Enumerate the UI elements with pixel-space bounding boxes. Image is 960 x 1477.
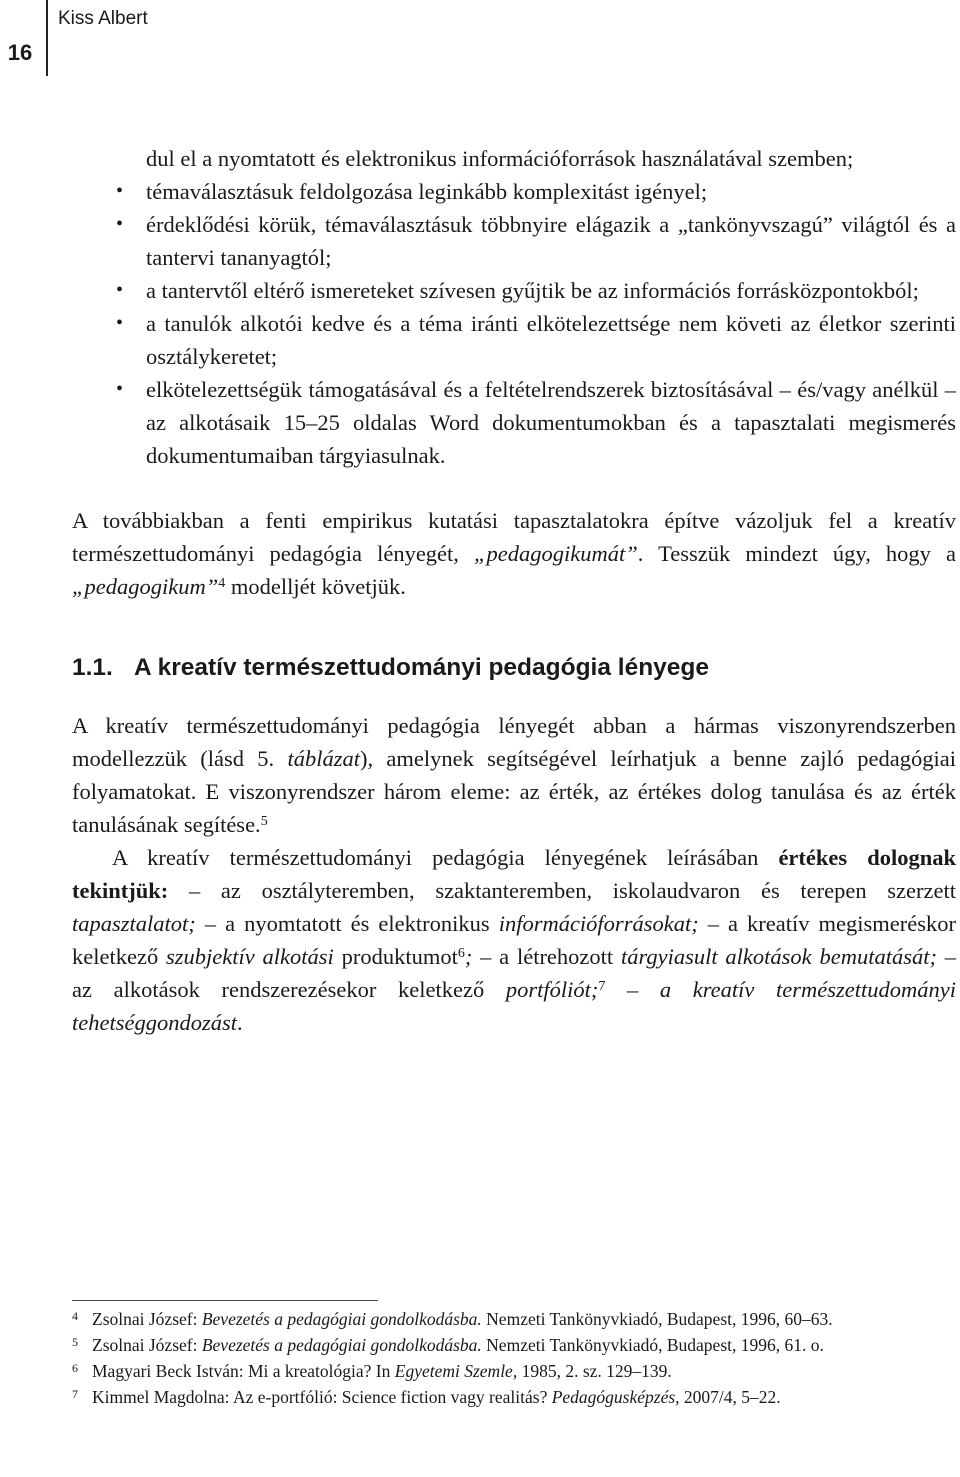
footnote-ref[interactable]: 7 <box>598 979 606 994</box>
list-item-continuation: dul el a nyomtatott és elektronikus információforrások használatával szemben; <box>146 146 854 171</box>
footnote-mark: 6 <box>72 1361 78 1375</box>
list-item: • érdeklődési körük, témaválasztásuk többnyire elágazik a „tankönyvszagú” világtól és a tantervi tananyagtól; <box>146 208 956 274</box>
section-number: 1.1. <box>72 654 113 681</box>
list-item: • elkötelezettségük támogatásával és a feltételrendszerek biztosításával – és/vagy anélkül – az alkotásaik 15–25 oldalas Word dokumentumokban és a tapasztalati megismerés dokumentumaiban tárgyiasulnak. <box>146 373 956 472</box>
bullet-list <box>72 142 956 472</box>
list-item: • a tanulók alkotói kedve és a téma iránti elkötelezettsége nem követi az életkor szerinti osztálykeretet; <box>146 307 956 373</box>
list-item: • a tantervtől eltérő ismereteket szívesen gyűjtik be az információs forrásközpontokból; <box>146 274 956 307</box>
section-heading <box>72 651 956 685</box>
footnote-mark: 7 <box>72 1387 78 1401</box>
footnote-ref[interactable]: 6 <box>457 946 465 961</box>
list-item: • témaválasztásuk feldolgozása leginkább komplexitást igényel; <box>146 175 956 208</box>
footnote: 6 Magyari Beck István: Mi a kreatológia? In Egyetemi Szemle, 1985, 2. sz. 129–139. <box>72 1358 956 1384</box>
footnote-separator <box>72 1300 378 1301</box>
intro-paragraph: A továbbiakban a fenti empirikus kutatási tapasztalatokra építve vázoljuk fel a kreatív természettudományi pedagógia lényegét, „pedagogikumát”. Tesszük mindezt úgy, hogy a „pedagogikum”$^4$ modelljét követjük. <box>72 508 956 599</box>
footnote-ref[interactable]: 4 <box>218 576 226 591</box>
paragraph-2: A kreatív természettudományi pedagógia lényegének leírásában értékes dolognak tekintjük: – az osztályteremben, szaktanteremben, iskolaudvaron és terepen szerzett tapasztalatot; – a nyomtatott és elektronikus információforrásokat; – a kreatív megismeréskor keletkező szubjektív alkotási produktumot$^6$; – a létrehozott tárgyiasult alkotások bemutatását; – az alkotások rendszerezésekor keletkező portfóliót;$^7$ – a kreatív természettudományi tehetséggondozást. <box>72 845 957 1035</box>
footnotes <box>72 1306 956 1410</box>
footnote-mark: 5 <box>72 1335 78 1349</box>
section-title: A kreatív természettudományi pedagógia lényege <box>134 654 710 681</box>
header-divider <box>46 0 48 76</box>
footnote: 5 Zsolnai József: Bevezetés a pedagógiai gondolkodásba. Nemzeti Tankönyvkiadó, Budapest, 1996, 61. o. <box>72 1332 956 1358</box>
footnote-mark: 4 <box>72 1309 78 1323</box>
main-text <box>72 142 956 1039</box>
paragraph-1: A kreatív természettudományi pedagógia lényegét abban a hármas viszonyrendszerben modellezzük (lásd 5. táblázat), amelynek segítségével leírhatjuk a benne zajló pedagógiai folyamatokat. E viszonyrendszer három eleme: az érték, az értékes dolog tanulása és az érték tanulásának segítése.$^5$ <box>72 713 956 837</box>
footnote: 4 Zsolnai József: Bevezetés a pedagógiai gondolkodásba. Nemzeti Tankönyvkiadó, Budapest, 1996, 60–63. <box>72 1306 956 1332</box>
running-header-author: Kiss Albert <box>58 8 148 29</box>
footnote-ref[interactable]: 5 <box>260 814 268 829</box>
page-number: 16 <box>7 40 33 65</box>
footnote: 7 Kimmel Magdolna: Az e-portfólió: Science fiction vagy realitás? Pedagógusképzés, 2007/4, 5–22. <box>72 1384 956 1410</box>
